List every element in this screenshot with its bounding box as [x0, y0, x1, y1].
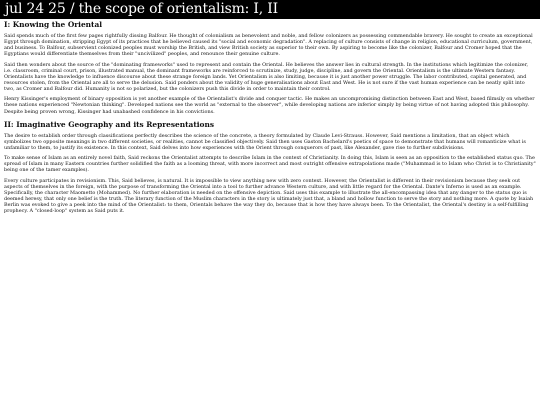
section-heading-1: I: Knowing the Oriental — [4, 20, 103, 29]
article-body — [0, 20, 540, 214]
paragraph: Said spends much of the first few pages rightfully dissing Balfour. He thought of colonialism as benevolent and noble, and fellow colonizers as possessing commendable bravery. He sought to create an exceptional Egypt through domination, stripping Egypt of its practices that he believed caused its "social and economic degradation". A replacing of culture consists of change in religion, educational curriculum, government, and business. To Balfour, subservient colonized peoples must worship the British, and view British society as superior to their own. By aspiring to become like the colonizer, Balfour and Cromer hoped that the Egyptians would differentiate themselves from their "uncivilized" peoples, and renounce their genuine culture. — [4, 33, 533, 58]
paragraph: Said then wonders about the source of the "dominating frameworks" used to represent and contain the Oriental. He believes the answer lies in cultural strength. In the institutions which legitimize the colonizer, i.e. classroom, criminal court, prison, illustrated manual, the dominant frameworks are reinforced to scrutinize, study, judge, discipline, and govern the Oriental. Orientalism is the ultimate Western fantasy. Orientalists have the knowledge to influence discourse about these strange foreign lands. Yet Orientalism is also limiting, because it is just another power struggle. The labor contributed, capital generated, and resources stolen, from the Oriental are all to serve the delusion. Said ponders about the validity of huge generalisations about East and West. He is not sure if the vast human experience can be neatly split into two, as Cromer and Balfour did. Humanity is not so polarized, but the colonizers push this divide in order to maintain their control. — [4, 61, 529, 92]
paragraph: Henry Kissinger's employment of binary opposition is yet another example of the Orientalist's divide and conquer tactic. He makes an uncompromising distinction between East and West, based filmsily on whether these nations experienced "Newtonian thinking". Developed nations see the world as "external to the observer", while developing nations are inferior simply by being virtue of not having adopted this philosophy. Despite being proven wrong, Kissinger had unabashed confidence in his convictions. — [4, 96, 535, 115]
paragraph: The desire to establish order through classifications perfectly describes the science of the concrete, a theory formulated by Claude Levi-Strauss. However, Said mentions a limitation, that an object which symbolizes two opposite meanings in two different societies, or realities, cannot be classified objectively. Said then uses Gaston Bachelard's poetics of space to demonstrate that humans will romanticize what is unfamiliar to them, to justify its existence. In this context, Said delves into how experiences with the Orient through conquerors of past, like Alexander, gave rise to further subdivisions. — [4, 132, 526, 151]
paragraph: Every culture participates in revisionism. This, Said believes, is natural. It is impossible to view anything new with zero context. However, the Orientalist is different in their revisionism because they seek out aspects of themselves in the foreign, with the purpose of transforming the Oriental into a tool to further advance Western culture, and with little regard for the Oriental. Dante's Inferno is used as an example. Specifically, the character Maometto (Mohammed). No further elaboration is needed on the offensive depiction. Said uses this example to illustrate the all-encompassing idea that any danger to the status quo is deemed heresy, that only one belief is the truth. The literary function of the Muslim characters in the story is ultimately just that, a bland and hollow function to serve the story and nothing more. A quote by Isaiah Berlin was evoked to give a peek into the mind of the Orientalist: to them, Orientals behave the way they do, because that is how they have always been. To the Orientalist, the Oriental's destiny is a self-fulfilling prophecy. A "closed-loop" system as Said puts it. — [4, 177, 534, 215]
paragraph: To make sense of Islam as an entirely novel faith, Said reckons the Orientalist attempts to describe Islam in the context of Christianity. In doing this, Islam is seen as an opposition to the established status quo. The spread of Islam in many Eastern countries further solidified the faith as a looming threat, with more incorrect and most outright offensive extrapolations made ("Muhammad is to Islam who Christ is to Christianity" being one of the tamer examples). — [4, 155, 536, 174]
page-title: jul 24 25 / the scope of orientalism: I, II — [5, 1, 278, 17]
page-title-bar — [0, 0, 540, 19]
section-heading-2: II: Imaginative Geography and its Representations — [4, 119, 215, 129]
